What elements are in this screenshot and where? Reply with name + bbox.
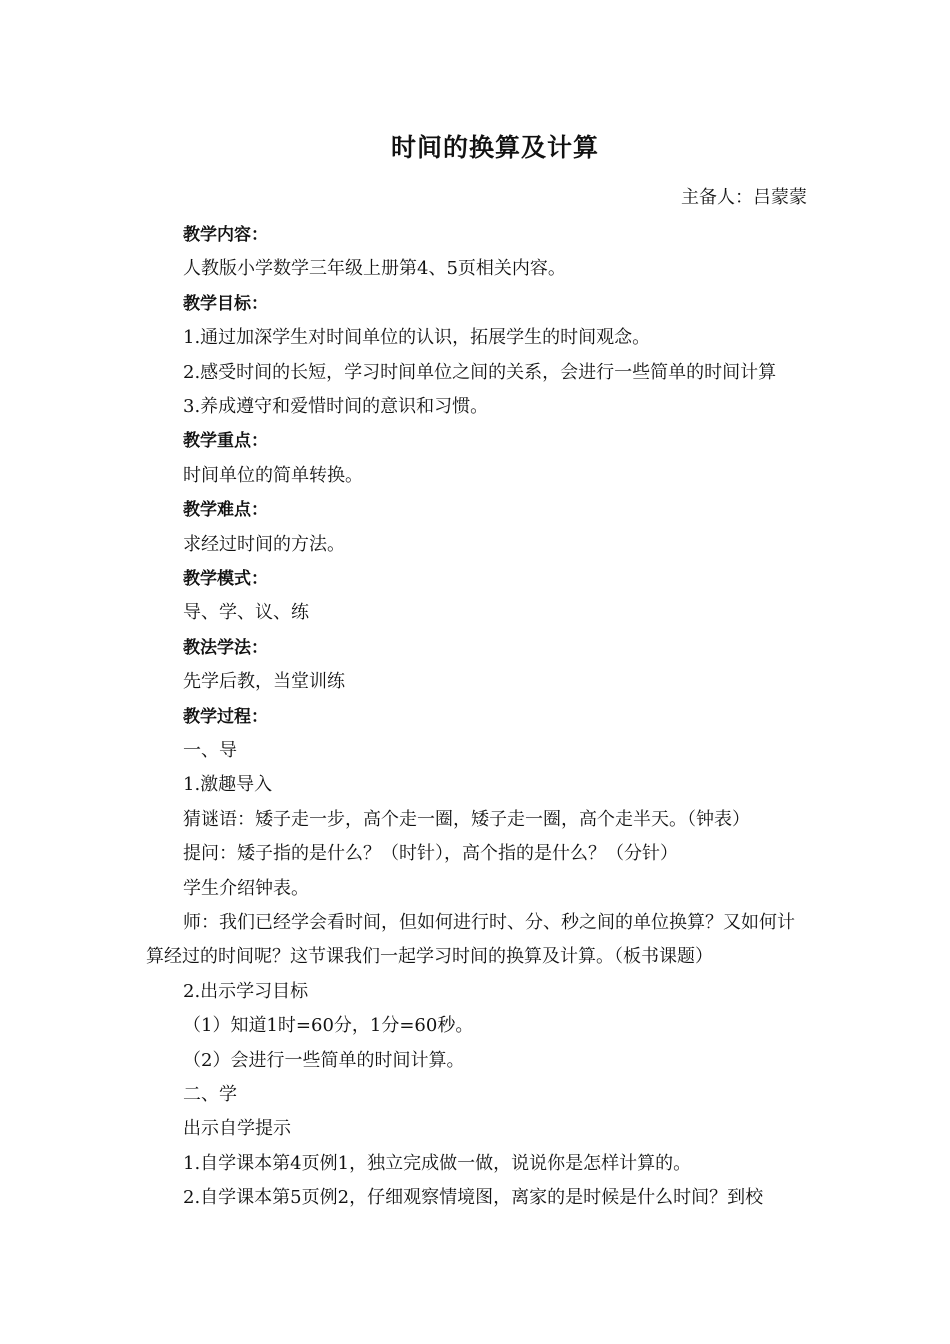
body-line: 1.激趣导入 bbox=[183, 774, 273, 796]
body-line: 教法学法： bbox=[183, 637, 268, 658]
body-line: 二、学 bbox=[183, 1084, 237, 1105]
body-line: 学生介绍钟表。 bbox=[183, 877, 309, 899]
body-line: 求经过时间的方法。 bbox=[183, 533, 345, 555]
body-line: 猜谜语：矮子走一步，高个走一圈，矮子走一圈，高个走半天。（钟表） bbox=[183, 808, 750, 830]
body-line: 2.自学课本第5页例2，仔细观察情境图，离家的是时候是什么时间？到校 bbox=[183, 1187, 764, 1209]
body-line: 3.养成遵守和爱惜时间的意识和习惯。 bbox=[183, 396, 489, 417]
body-line: 教学目标： bbox=[183, 293, 268, 314]
body-line: 提问：矮子指的是什么？（时针），高个指的是什么？（分针） bbox=[183, 843, 678, 865]
body-line: 2.感受时间的长短，学习时间单位之间的关系，会进行一些简单的时间计算 bbox=[183, 361, 777, 383]
body-line: 算经过的时间呢？这节课我们一起学习时间的换算及计算。（板书课题） bbox=[146, 946, 713, 968]
document-title: 时间的换算及计算 bbox=[390, 133, 599, 162]
body-line: 先学后教，当堂训练 bbox=[183, 671, 345, 693]
body-line: 出示自学提示 bbox=[183, 1118, 291, 1140]
body-line: 时间单位的简单转换。 bbox=[183, 464, 363, 486]
body-line: 教学模式： bbox=[183, 569, 268, 589]
body-line: 教学难点： bbox=[183, 500, 268, 521]
body-line: （1）知道1时=60分，1分=60秒。 bbox=[183, 1015, 474, 1037]
body-line: 人教版小学数学三年级上册第4、5页相关内容。 bbox=[183, 258, 566, 280]
body-line: 导、学、议、练 bbox=[183, 602, 309, 624]
body-line: 教学过程： bbox=[183, 706, 268, 727]
body-line: 教学重点： bbox=[183, 431, 268, 452]
body-line: 教学内容： bbox=[183, 225, 268, 245]
body-line: 一、导 bbox=[183, 740, 237, 761]
body-line: 1.自学课本第4页例1，独立完成做一做，说说你是怎样计算的。 bbox=[183, 1152, 692, 1174]
body-line: 师：我们已经学会看时间，但如何进行时、分、秒之间的单位换算？又如何计 bbox=[183, 912, 795, 933]
body-line: 2.出示学习目标 bbox=[183, 980, 309, 1002]
author-line: 主备人：吕蒙蒙 bbox=[681, 187, 807, 208]
body-line: 1.通过加深学生对时间单位的认识，拓展学生的时间观念。 bbox=[183, 327, 651, 349]
body-line: （2）会进行一些简单的时间计算。 bbox=[183, 1049, 465, 1071]
